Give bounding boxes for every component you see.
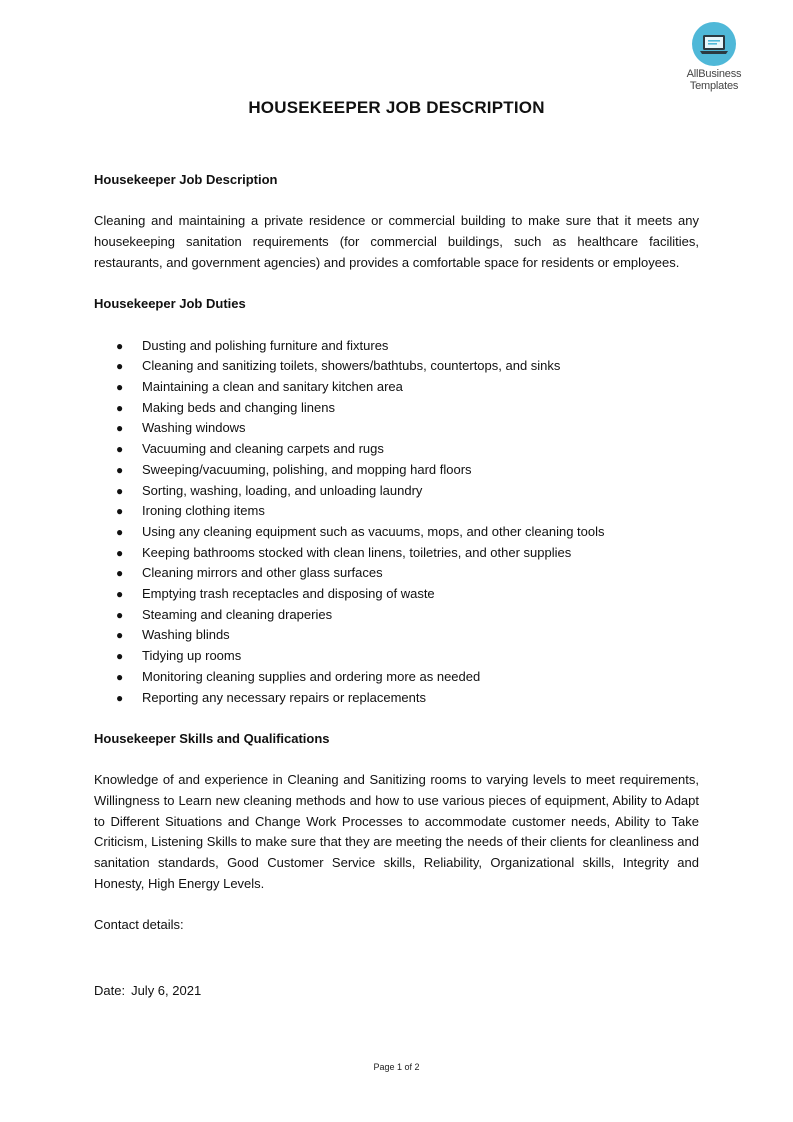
duty-list-item [94,688,699,709]
bullet-icon: ● [116,669,124,684]
bullet-icon: ● [116,442,124,457]
bullet-icon: ● [116,379,124,394]
duty-list-item [94,646,699,667]
logo-text-line2: Templates [689,80,739,92]
logo-text-line1: AllBusiness [686,68,742,80]
laptop-icon [692,22,736,66]
duty-list-item [94,439,699,460]
bullet-icon: ● [116,566,124,581]
duty-text: Keeping bathrooms stocked with clean linens, toiletries, and other supplies [142,544,572,560]
duty-text: Emptying trash receptacles and disposing of waste [142,586,435,602]
duty-list-item [94,398,699,419]
document-body [94,170,699,936]
duty-list-item [94,563,699,584]
duty-list-item [94,584,699,605]
bullet-icon: ● [116,587,124,602]
skills-paragraph: Knowledge of and experience in Cleaning and Sanitizing rooms to varying levels to meet requirements, Willingness to Learn new cleaning methods and how to use various pieces of equipment, Ability to Adapt to Different Situations and Change Work Processes to accommodate customer needs, Ability to Take Criticism, Listening Skills to make sure that they are meeting the needs of their clients for cleanliness and sanitation standards, Good Customer Service skills, Reliability, Organizational skills, Integrity and Honesty, High Energy Levels. [94,772,699,891]
duty-text: Making beds and changing linens [142,399,335,415]
duty-text: Monitoring cleaning supplies and ordering more as needed [142,668,481,684]
bullet-icon: ● [116,690,124,705]
duty-list-item [94,625,699,646]
duty-text: Cleaning and sanitizing toilets, showers/bathtubs, countertops, and sinks [142,358,561,374]
bullet-icon: ● [116,545,124,560]
date-line [94,981,201,1001]
duty-list-item [94,460,699,481]
bullet-icon: ● [116,462,124,477]
duty-text: Ironing clothing items [142,503,265,519]
duty-list-item [94,336,699,357]
duty-text: Reporting any necessary repairs or replacements [142,689,426,705]
bullet-icon: ● [116,607,124,622]
duty-text: Using any cleaning equipment such as vacuums, mops, and other cleaning tools [142,523,605,539]
document-title: HOUSEKEEPER JOB DESCRIPTION [248,98,545,117]
duty-list-item [94,481,699,502]
duty-list-item [94,501,699,522]
bullet-icon: ● [116,421,124,436]
bullet-icon: ● [116,338,124,353]
bullet-icon: ● [116,524,124,539]
duty-text: Sorting, washing, loading, and unloading laundry [142,482,423,498]
duty-text: Washing windows [142,420,246,436]
duties-list [94,336,699,709]
duty-text: Maintaining a clean and sanitary kitchen area [142,378,403,394]
duty-list-item [94,522,699,543]
duty-list-item [94,543,699,564]
duty-text: Sweeping/vacuuming, polishing, and mopping hard floors [142,461,472,477]
allbusiness-templates-logo [676,22,752,92]
duty-list-item [94,605,699,626]
duty-text: Steaming and cleaning draperies [142,606,333,622]
duty-text: Cleaning mirrors and other glass surfaces [142,565,383,581]
duty-text: Tidying up rooms [142,648,242,664]
duty-list-item [94,356,699,377]
section-heading-duties: Housekeeper Job Duties [94,296,246,312]
bullet-icon: ● [116,400,124,415]
duty-list-item [94,667,699,688]
date-value: July 6, 2021 [131,983,202,998]
duty-list-item [94,377,699,398]
duty-text: Washing blinds [142,627,230,643]
bullet-icon: ● [116,504,124,519]
bullet-icon: ● [116,628,124,643]
page-number: Page 1 of 2 [373,1062,420,1072]
section-heading-description: Housekeeper Job Description [94,172,278,187]
bullet-icon: ● [116,483,124,498]
duty-text: Vacuuming and cleaning carpets and rugs [142,441,384,457]
section-heading-skills: Housekeeper Skills and Qualifications [94,730,330,746]
description-paragraph: Cleaning and maintaining a private residence or commercial building to make sure that it meets any housekeeping sanitation requirements (for commercial buildings, such as healthcare facilities, restaurants, and government agencies) and provides a comfortable space for residents or employees. [94,213,699,270]
duty-text: Dusting and polishing furniture and fixtures [142,337,389,353]
bullet-icon: ● [116,649,124,664]
date-label: Date: [94,983,126,998]
bullet-icon: ● [116,359,124,374]
duty-list-item [94,418,699,439]
contact-details-label: Contact details: [94,917,184,933]
